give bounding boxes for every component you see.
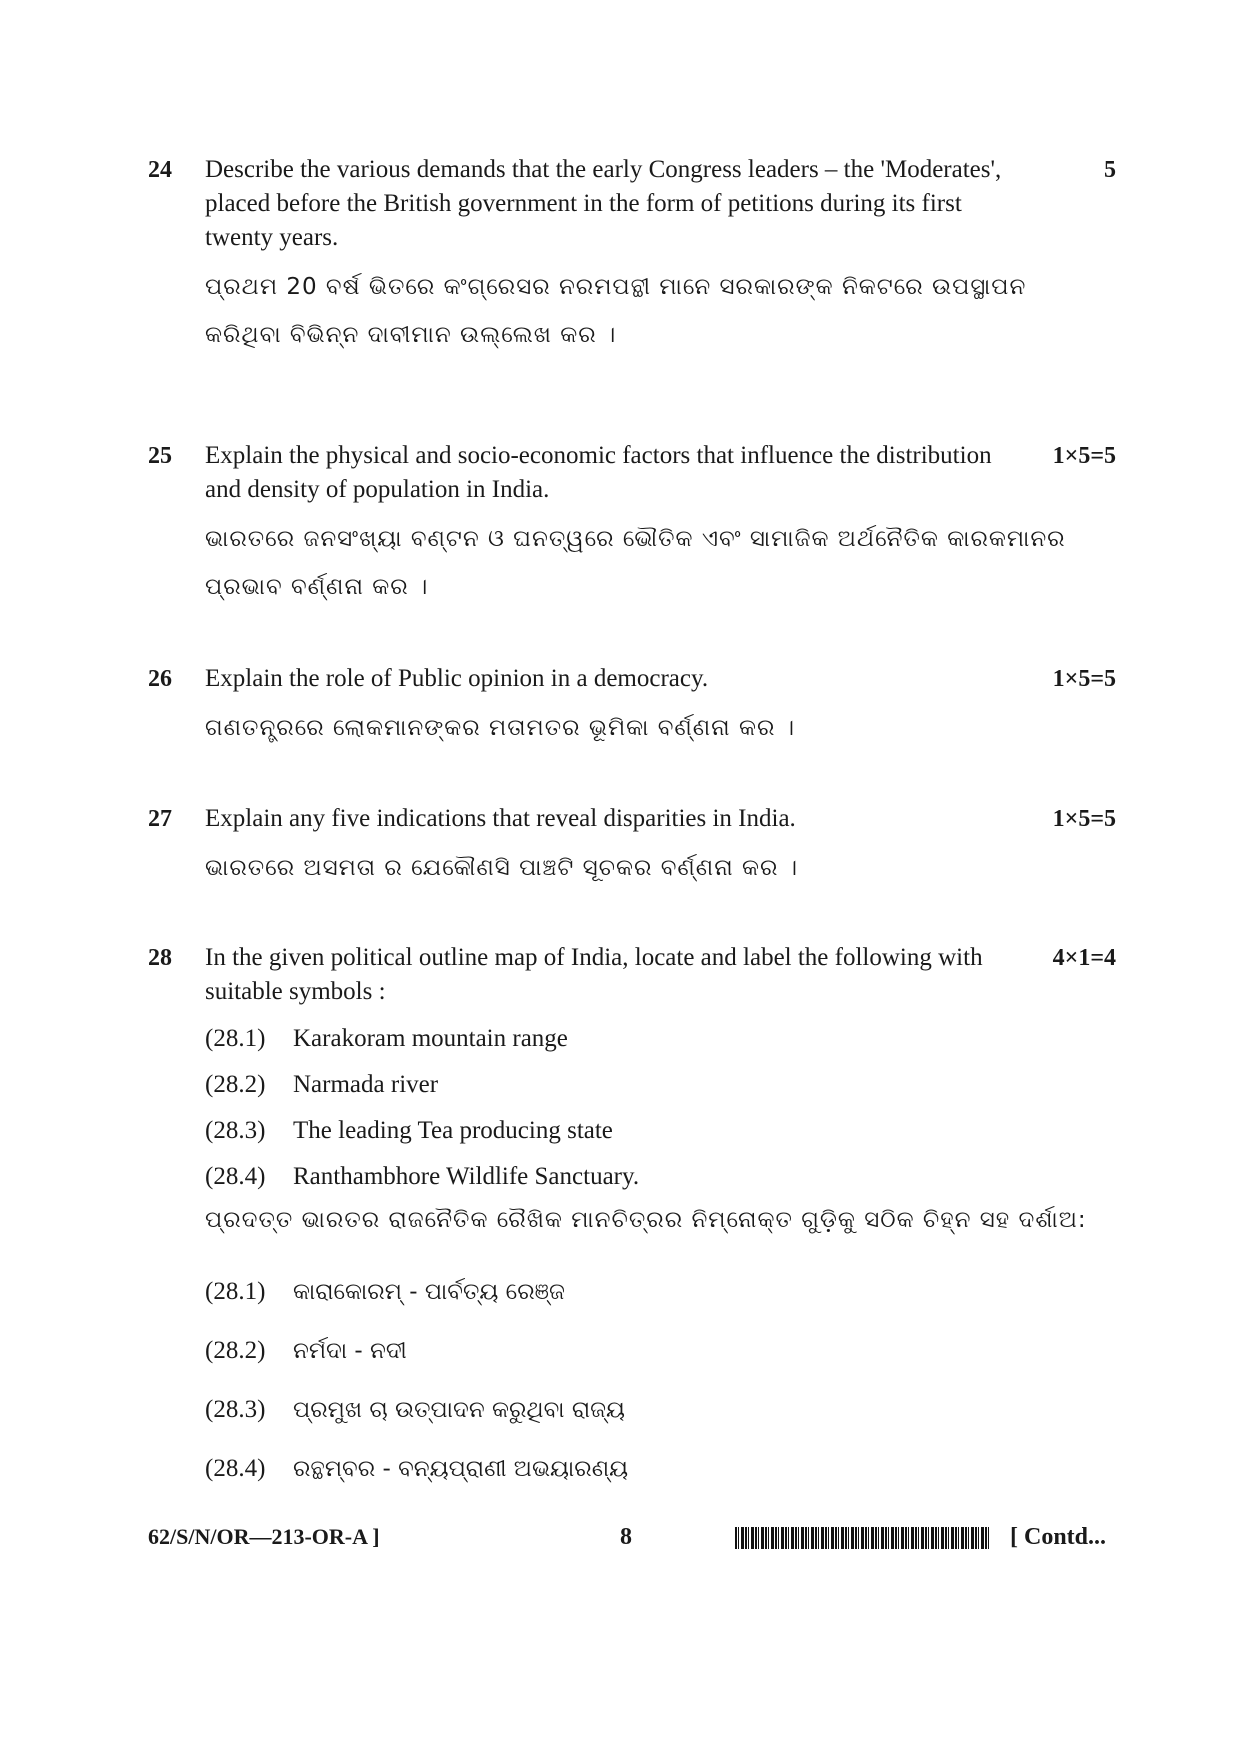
page-footer bbox=[0, 1520, 1240, 1560]
question-english-text: In the given political outline map of India, locate and label the following with suitable symbols : bbox=[205, 944, 983, 1005]
sub-item-text: ରନ୍ଥମ୍ବର - ବନ୍ୟପ୍ରାଣୀ ଅଭୟାରଣ୍ୟ bbox=[293, 1456, 629, 1482]
continued-label: [ Contd... bbox=[1010, 1524, 1107, 1550]
odia-sub-item bbox=[205, 1452, 628, 1486]
question-number: 27 bbox=[148, 806, 172, 832]
sub-item-number: (28.4) bbox=[205, 1455, 266, 1482]
question-english-text: Describe the various demands that the early Congress leaders – the 'Moderates', placed before the British government in the form of petitions during its first twenty years. bbox=[205, 156, 1002, 251]
paper-code: 62/S/N/OR—213-OR-A ] bbox=[148, 1524, 380, 1549]
sub-item-text: ନର୍ମଦା - ନଦୀ bbox=[293, 1338, 407, 1364]
sub-item-text: କାରାକୋରମ୍ - ପାର୍ବତ୍ୟ ରେଞ୍ଜ bbox=[293, 1279, 565, 1305]
sub-item-text: Karakoram mountain range bbox=[293, 1025, 568, 1052]
question-odia-text: ଭାରତରେ ଜନସଂଖ୍ୟା ବଣ୍ଟନ ଓ ଘନତ୍ୱରେ ଭୌତିକ ଏବଂ ସାମାଜିକ ଅର୍ଥନୈତିକ କାରକମାନର ପ୍ରଭାବ ବର୍ଣ୍ଣନା କର । bbox=[205, 526, 1066, 600]
question-english-text: Explain the physical and socio-economic factors that influence the distribution and density of population in India. bbox=[205, 442, 992, 503]
question-marks: 1×5=5 bbox=[1052, 806, 1116, 832]
odia-sub-item bbox=[205, 1275, 565, 1309]
barcode bbox=[735, 1527, 990, 1549]
sub-item-number: (28.1) bbox=[205, 1278, 266, 1305]
question-marks: 5 bbox=[1104, 157, 1116, 183]
question-number: 24 bbox=[148, 157, 172, 183]
question-number: 25 bbox=[148, 443, 172, 469]
question-marks: 1×5=5 bbox=[1052, 666, 1116, 692]
sub-item-text: Narmada river bbox=[293, 1071, 439, 1098]
sub-item-number: (28.3) bbox=[205, 1396, 266, 1423]
question-odia-text: ପ୍ରଥମ 20 ବର୍ଷ ଭିତରେ କଂଗ୍ରେସର ନରମପନ୍ଥୀ ମାନେ ସରକାରଙ୍କ ନିକଟରେ ଉପସ୍ଥାପନ କରିଥିବା ବିଭିନ୍ନ ଦାବୀମାନ ଉଲ୍ଲେଖ କର । bbox=[205, 274, 1027, 348]
question-marks: 1×5=5 bbox=[1052, 443, 1116, 469]
sub-item-number: (28.2) bbox=[205, 1337, 266, 1364]
sub-item-text: ପ୍ରମୁଖ ଚା ଉତ୍ପାଦନ କରୁଥିବା ରାଜ୍ୟ bbox=[293, 1397, 626, 1423]
sub-item-number: (28.4) bbox=[205, 1163, 266, 1190]
sub-item bbox=[205, 1022, 568, 1056]
page-number: 8 bbox=[620, 1524, 632, 1550]
question-english-text: Explain any five indications that reveal disparities in India. bbox=[205, 805, 796, 832]
sub-item bbox=[205, 1160, 639, 1194]
question-marks: 4×1=4 bbox=[1052, 945, 1116, 971]
sub-item-text: Ranthambhore Wildlife Sanctuary. bbox=[293, 1163, 640, 1190]
sub-item bbox=[205, 1114, 613, 1148]
sub-item-number: (28.1) bbox=[205, 1025, 266, 1052]
question-odia-text: ଗଣତନ୍ତ୍ରରେ ଲୋକମାନଙ୍କର ମତାମତର ଭୂମିକା ବର୍ଣ୍ଣନା କର । bbox=[205, 715, 796, 741]
odia-sub-item bbox=[205, 1393, 625, 1427]
sub-item-number: (28.2) bbox=[205, 1071, 266, 1098]
sub-item bbox=[205, 1068, 438, 1102]
sub-item-text: The leading Tea producing state bbox=[293, 1117, 613, 1144]
question-odia-text: ପ୍ରଦତ୍ତ ଭାରତର ରାଜନୈତିକ ରୈଖିକ ମାନଚିତ୍ରର ନିମ୍ନୋକ୍ତ ଗୁଡ଼ିକୁ ସଠିକ ଚିହ୍ନ ସହ ଦର୍ଶାଅ: bbox=[205, 1207, 1087, 1233]
question-number: 26 bbox=[148, 666, 172, 692]
question-english-text: Explain the role of Public opinion in a democracy. bbox=[205, 665, 709, 692]
question-odia-text: ଭାରତରେ ଅସମତା ର ଯେକୌଣସି ପାଞ୍ଚଟି ସୂଚକର ବର୍ଣ୍ଣନା କର । bbox=[205, 855, 799, 881]
question-number: 28 bbox=[148, 945, 172, 971]
sub-item-number: (28.3) bbox=[205, 1117, 266, 1144]
odia-sub-item bbox=[205, 1334, 407, 1368]
